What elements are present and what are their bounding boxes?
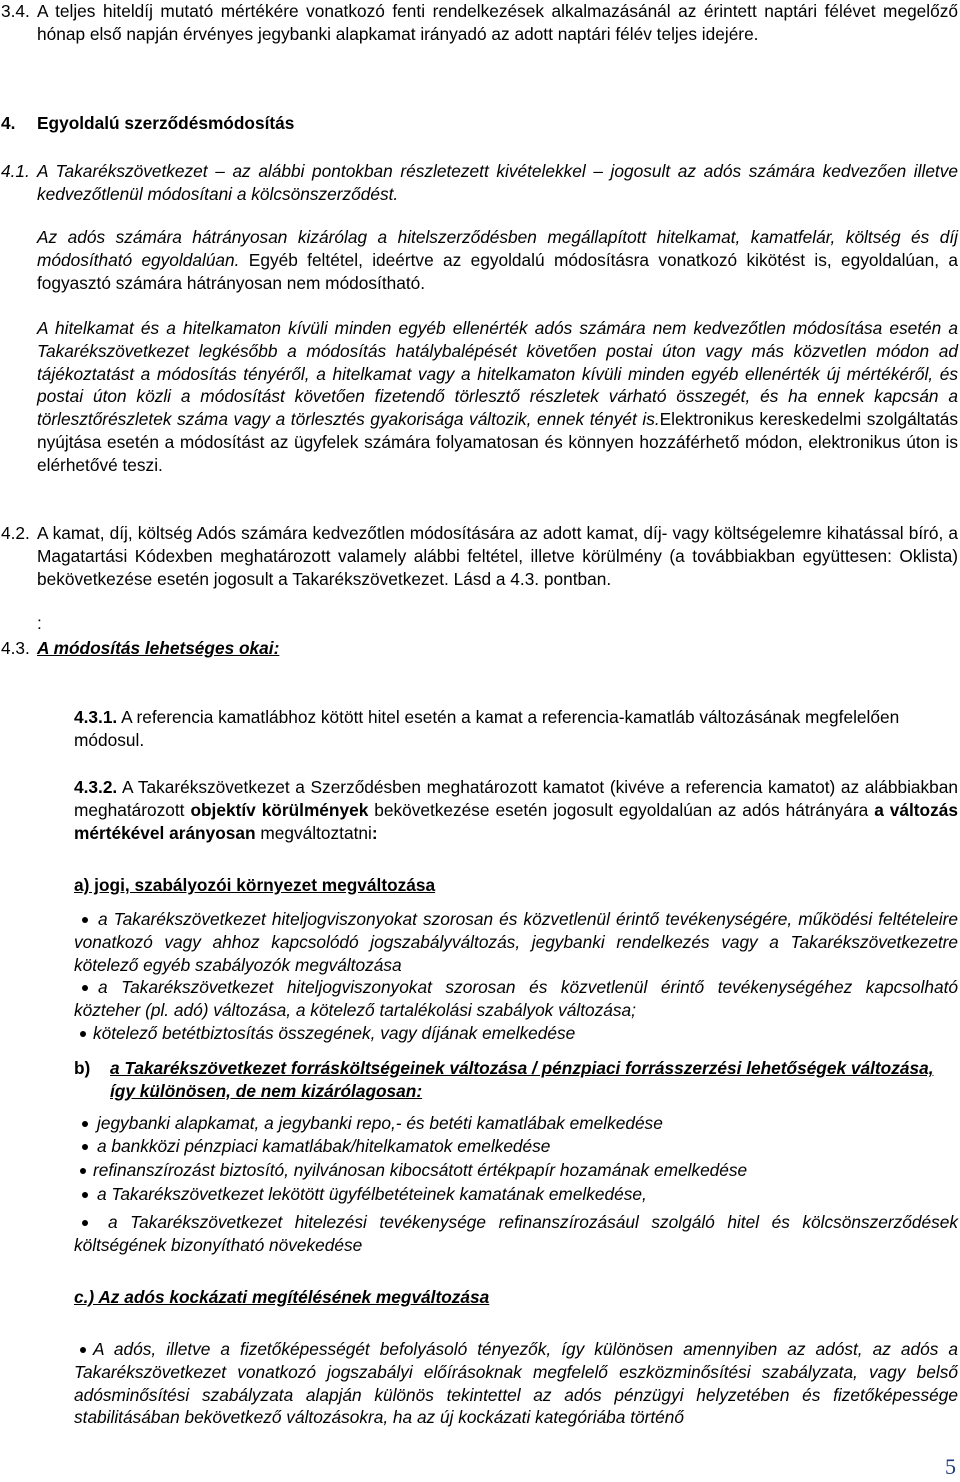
section-4-3-2: [74, 776, 958, 844]
subsection-a-item-1: a Takarékszövetkezet hiteljogviszonyokat szorosan és közvetlenül érintő tevékenységére, működési feltételeire vonatkozó vagy ahhoz kapcsolódó jogszabályváltozás, jegybanki rendelkezés vagy a Takarékszövetkezetre kötelező egyéb szabályozók megváltozása: [74, 909, 958, 975]
section-4-3-2-text-3: megváltoztatni: [260, 822, 372, 843]
subsection-b-item-5: a Takarékszövetkezet hitelezési tevékenysége refinanszírozásául szolgáló hitel és kölcsönszerződések költségének bizonyítható növekedése: [74, 1212, 958, 1255]
section-4-3-2-bold-1: objektív körülmények: [190, 799, 369, 820]
subsection-b-item-1: jegybanki alapkamat, a jegybanki repo,- és betéti kamatlábak emelkedése: [97, 1113, 663, 1133]
subsection-a-item-2: a Takarékszövetkezet hiteljogviszonyokat szorosan és közvetlenül érintő tevékenységéhez kapcsolható közteher (pl. adó) változása, a kötelező tartalékolási szabályok változása;: [74, 977, 958, 1020]
section-4-3-1-number: 4.3.1.: [74, 707, 118, 727]
subsection-b-heading: a Takarékszövetkezet forrásköltségeinek változása / pénzpiaci forrásszerzési lehetőségek változása, így különösen, de nem kizárólagosan:: [110, 1058, 934, 1101]
section-4-3-title: A módosítás lehetséges okai:: [37, 638, 280, 658]
section-4-1-p2-part1: Az adós számára hátrányosan kizárólag a hitelszerződésben megállapított hitelkamat, kamatfelár, költség és díj módosítható egyoldalúan.: [37, 227, 958, 270]
bullet-icon: [80, 1168, 86, 1174]
section-4-3-2-text-2: bekövetkezése esetén jogosult egyoldalúan az adós hátrányára: [374, 799, 869, 820]
subsection-b-item-3: refinanszírozást biztosító, nyilvánosan kibocsátott értékpapír hozamának emelkedése: [93, 1160, 748, 1180]
subsection-b-item-4: a Takarékszövetkezet lekötött ügyfélbetéteinek kamatának emelkedése,: [97, 1184, 647, 1204]
section-4-3-2-number: 4.3.2.: [74, 777, 118, 797]
section-4-1-paragraph-3: [37, 317, 958, 477]
section-4-1-number: 4.1.: [1, 161, 30, 181]
section-4-3-2-text-1: A Takarékszövetkezet a Szerződésben meghatározott kamatot (kivéve a referencia kamatot) az alábbiakban meghatározott: [74, 777, 958, 820]
section-3-4-number: 3.4.: [1, 1, 30, 21]
section-4-1-p3-italic: A hitelkamat és a hitelkamaton kívüli minden egyéb ellenérték adós számára nem kedvezőtlen módosítása esetén a Takarékszövetkezet legkésőbb a módosítás hatálybalépését követően postai úton vagy más közvetlen módon ad tájékoztatást a módosítás tényéről, a hitelkamat vagy a hitelkamaton kívüli minden egyéb ellenérték új mértékéről, és postai úton közli a módosítást követően fizetendő törlesztő részletek várható összegét, és ha ennek kapcsán a törlesztőrészletek száma vagy a törlesztés gyakorisága változik, ennek tényét is.: [37, 318, 958, 430]
section-4-1-p2-part2: Egyéb feltétel, ideértve az egyoldalú módosításra vonatkozó kikötést is, egyoldalúan, a fogyasztó számára hátrányosan nem módosítható.: [37, 249, 959, 293]
page-number: 5: [945, 1454, 956, 1479]
bullet-icon: [80, 1031, 86, 1037]
section-4-2-number: 4.2.: [1, 523, 30, 543]
subsection-b-item-2: a bankközi pénzpiaci kamatlábak/hitelkamatok emelkedése: [97, 1136, 551, 1156]
section-4-1-p3-normal: Elektronikus kereskedelmi szolgáltatás nyújtása esetén a módosítást az ügyfelek számára folyamatosan és könnyen hozzáférhető módon, elektronikus úton is elérhetővé teszi.: [37, 409, 958, 475]
section-4-2-colon: :: [37, 613, 42, 633]
section-4-title: Egyoldalú szerződésmódosítás: [37, 113, 295, 133]
subsection-a-item-3: kötelező betétbiztosítás összegének, vagy díjának emelkedése: [93, 1023, 576, 1043]
subsection-b-label: b): [74, 1058, 91, 1078]
subsection-c-item-1: A adós, illetve a fizetőképességét befolyásoló tényezők, így különösen amennyiben az adóst, az adós a Takarékszövetkezet vonatkozó jogszabályi előírásoknak megfelelő eszközminősítési szabályzata, vagy belső adósminősítési szabályzata alapján különös tekintettel az adós pénzügyi helyzetében és fizetőképessége stabilitásában bekövetkező változásokra, ha az új kockázati kategóriába történő: [74, 1339, 958, 1428]
section-4-3-2-colon: :: [371, 822, 378, 843]
section-4-1-paragraph-1: A Takarékszövetkezet – az alábbi pontokban részletezett kivételekkel – jogosult az adós számára kedvezően illetve kedvezőtlenül módosítani a kölcsönszerződést.: [37, 161, 958, 204]
bullet-icon: [82, 1121, 88, 1127]
section-4-3-1-text: A referencia kamatlábhoz kötött hitel esetén a kamat a referencia-kamatláb változásának megfelelően módosul.: [74, 707, 900, 750]
subsection-c-heading: c.) Az adós kockázati megítélésének megváltozása: [74, 1287, 490, 1307]
section-4-2-text: A kamat, díj, költség Adós számára kedvezőtlen módosítására az adott kamat, díj- vagy költségelemre kihatással bíró, a Magatartási Kódexben meghatározott valamely alábbi feltétel, illetve körülmény (a továbbiakban együttesen: Oklista) bekövetkezése esetén jogosult a Takarékszövetkezet. Lásd a 4.3. pontban.: [37, 523, 958, 589]
section-3-4-text: A teljes hiteldíj mutató mértékére vonatkozó fenti rendelkezések alkalmazásánál az érintett naptári félévet megelőző hónap első napján érvényes jegybanki alapkamat irányadó az adott naptári félév teljes idejére.: [37, 1, 958, 44]
section-4-3-number: 4.3.: [1, 638, 30, 658]
section-4-3-1: [74, 706, 958, 752]
bullet-icon: [82, 1192, 88, 1198]
section-4-number: 4.: [1, 113, 16, 133]
section-4-3-2-bold-2: a változás mértékével arányosan: [74, 799, 958, 843]
bullet-icon: [82, 1144, 88, 1150]
subsection-a-heading: a) jogi, szabályozói környezet megváltozása: [74, 875, 436, 895]
section-4-1-paragraph-2: [37, 226, 958, 294]
